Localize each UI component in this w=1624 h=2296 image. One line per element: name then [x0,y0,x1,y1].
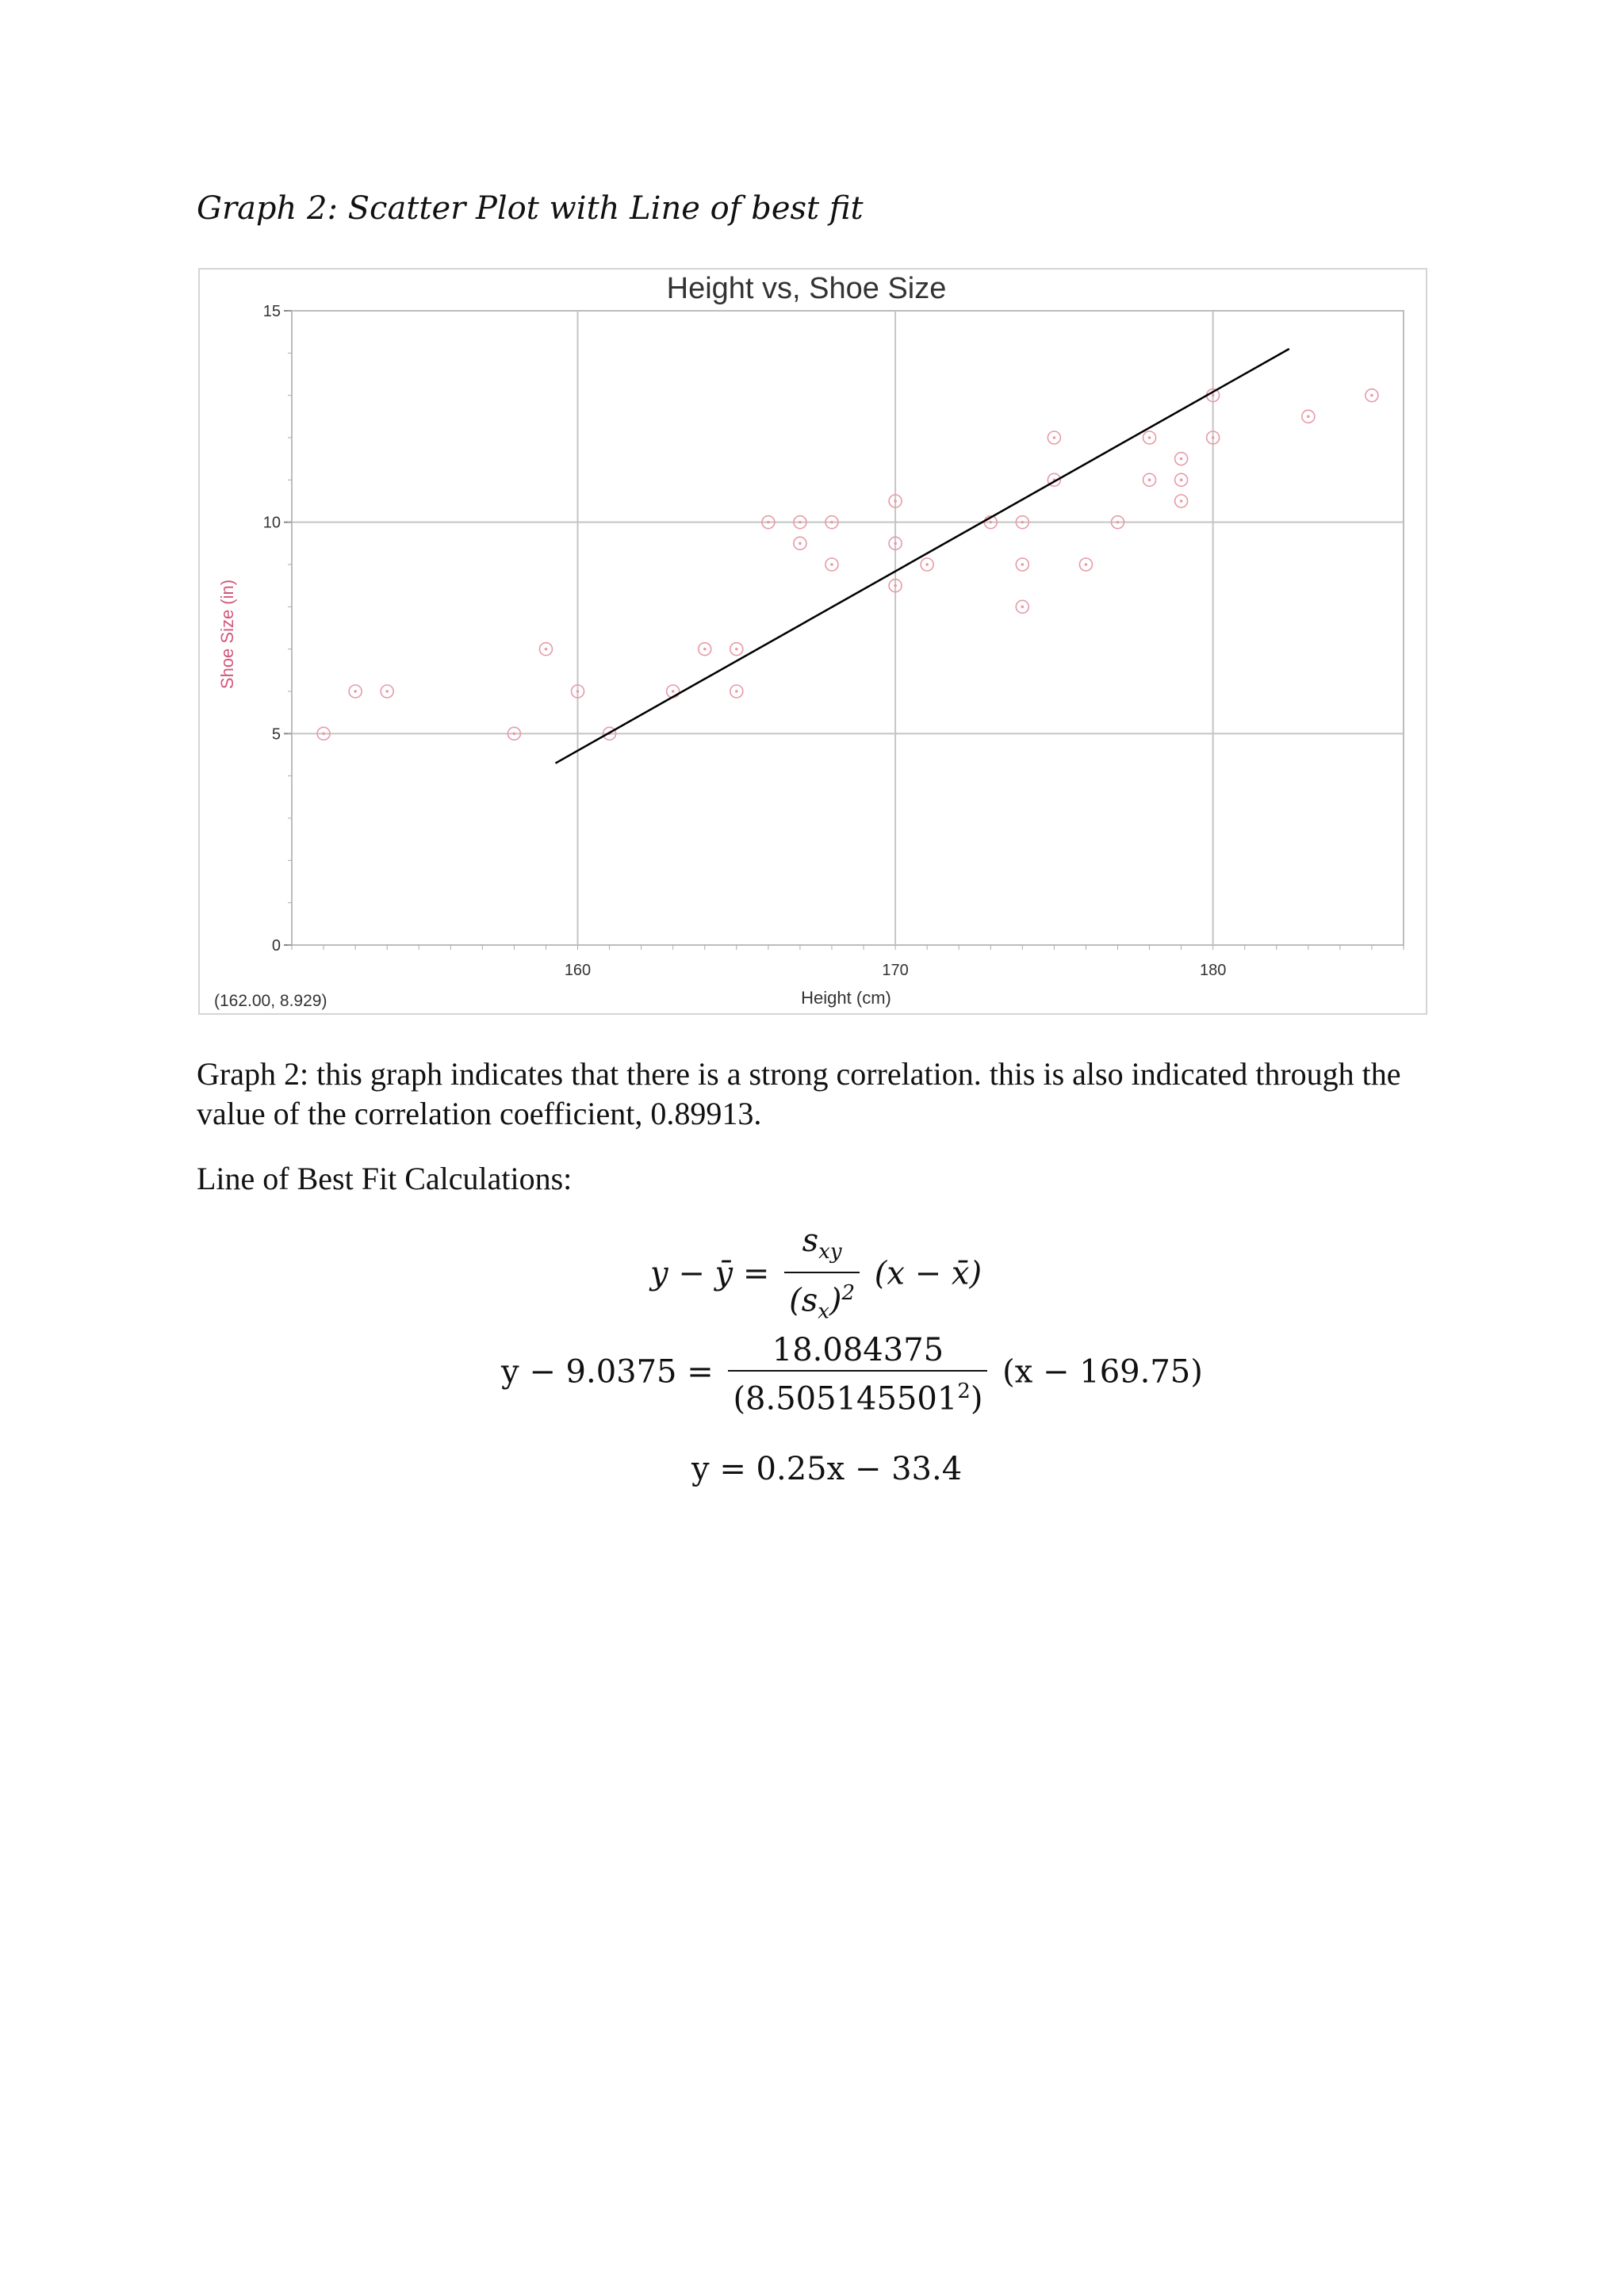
eq2-den-end: ) [970,1380,983,1418]
data-point [699,643,711,656]
data-point-dot [1085,563,1088,566]
data-point [539,643,552,656]
data-point [1079,558,1092,571]
eq2-den-text: (8.505145501 [733,1380,958,1418]
data-point [1365,389,1378,402]
data-point-dot [545,648,548,651]
data-point-dot [513,733,516,736]
eq2-den-sup: 2 [957,1380,971,1403]
chart-title: Height vs, Shoe Size [666,272,947,305]
data-point-dot [1370,394,1373,397]
eq2-denominator [728,1372,987,1418]
data-point [1048,431,1060,444]
data-point [1302,410,1315,423]
data-point-dot [354,690,357,693]
eq2-numerator: 18.084375 [728,1330,987,1372]
data-point-dot [1307,415,1310,419]
data-point [1143,431,1156,444]
y-tick-label: 5 [271,725,281,744]
data-point-dot [703,648,707,651]
data-point-dot [989,521,992,524]
data-point-dot [672,690,675,693]
eq1-fraction [784,1221,860,1331]
data-point-dot [830,563,833,566]
data-point-dot [830,521,833,524]
data-point [1175,495,1188,507]
equation-result: y = 0.25x − 33.4 [691,1451,963,1487]
chart-ticks [263,303,1404,979]
data-point [1143,473,1156,486]
data-point-dot [1053,436,1056,439]
data-point [1016,600,1028,613]
data-point-dot [1148,479,1151,482]
data-point-dot [799,521,802,524]
equation-substituted [501,1330,1203,1418]
data-point-dot [1180,479,1183,482]
eq1-num-sub: xy [818,1240,842,1264]
x-axis-label: Height (cm) [801,988,891,1008]
data-point [921,558,933,571]
eq2-lhs: y − 9.0375 = [501,1353,714,1391]
data-point-dot [894,584,897,587]
y-tick-label: 10 [262,514,281,532]
data-point [730,643,743,656]
eq1-lhs: y − ȳ = [650,1255,770,1292]
data-point-dot [1212,394,1215,397]
data-point-dot [1021,606,1025,609]
data-point-dot [894,499,897,503]
data-point-dot [1021,563,1025,566]
eq1-numerator [784,1221,860,1273]
eq1-den-end: ) [829,1282,842,1319]
eq2-fraction [728,1330,987,1418]
x-tick-label: 160 [564,962,592,979]
graph-caption: Graph 2: Scatter Plot with Line of best fit [197,190,864,227]
data-point [381,685,393,698]
scatter-chart [200,270,1426,1013]
y-axis-label: Shoe Size (in) [217,579,237,690]
data-point-dot [735,690,738,693]
chart-grid [292,311,1404,945]
data-point [349,685,362,698]
data-point-dot [1116,521,1120,524]
eq2-rhs: (x − 169.75) [1002,1353,1203,1391]
data-point-dot [1180,457,1183,461]
eq1-denominator [784,1273,860,1331]
paragraph-correlation: Graph 2: this graph indicates that there is a strong correlation. this is also indicated through the value of the correlation coefficient, 0.89913. [197,1056,1401,1131]
data-point-dot [925,563,929,566]
data-point-dot [799,542,802,545]
eq1-den-sub: x [818,1299,829,1324]
eq1-num-text: s [802,1223,819,1259]
data-point-dot [385,690,389,693]
data-point-dot [576,690,580,693]
data-point-dot [894,542,897,545]
y-tick-label: 15 [262,303,281,320]
chart-points [317,389,1378,740]
x-tick-label: 180 [1199,962,1227,979]
data-point-dot [735,648,738,651]
eq1-rhs: (x − x̄) [874,1255,982,1292]
data-point-dot [322,733,325,736]
y-tick-label: 0 [271,937,281,955]
data-point [1175,453,1188,465]
data-point-dot [1212,436,1215,439]
x-tick-label: 170 [882,962,909,979]
chart-frame [198,268,1427,1015]
data-point-dot [767,521,770,524]
paragraph-calc-heading: Line of Best Fit Calculations: [197,1161,573,1196]
data-point [825,558,838,571]
data-point [1016,558,1028,571]
eq1-den-text: (s [789,1282,818,1319]
eq1-den-sup: 2 [841,1281,856,1305]
plot-area-border [292,311,1404,945]
data-point-dot [1021,521,1025,524]
equation-general [650,1221,982,1331]
cursor-readout: (162.00, 8.929) [214,992,327,1010]
data-point-dot [1148,436,1151,439]
data-point [794,537,806,549]
data-point [730,685,743,698]
data-point [1175,473,1188,486]
best-fit-line [555,349,1289,763]
data-point-dot [1180,499,1183,503]
